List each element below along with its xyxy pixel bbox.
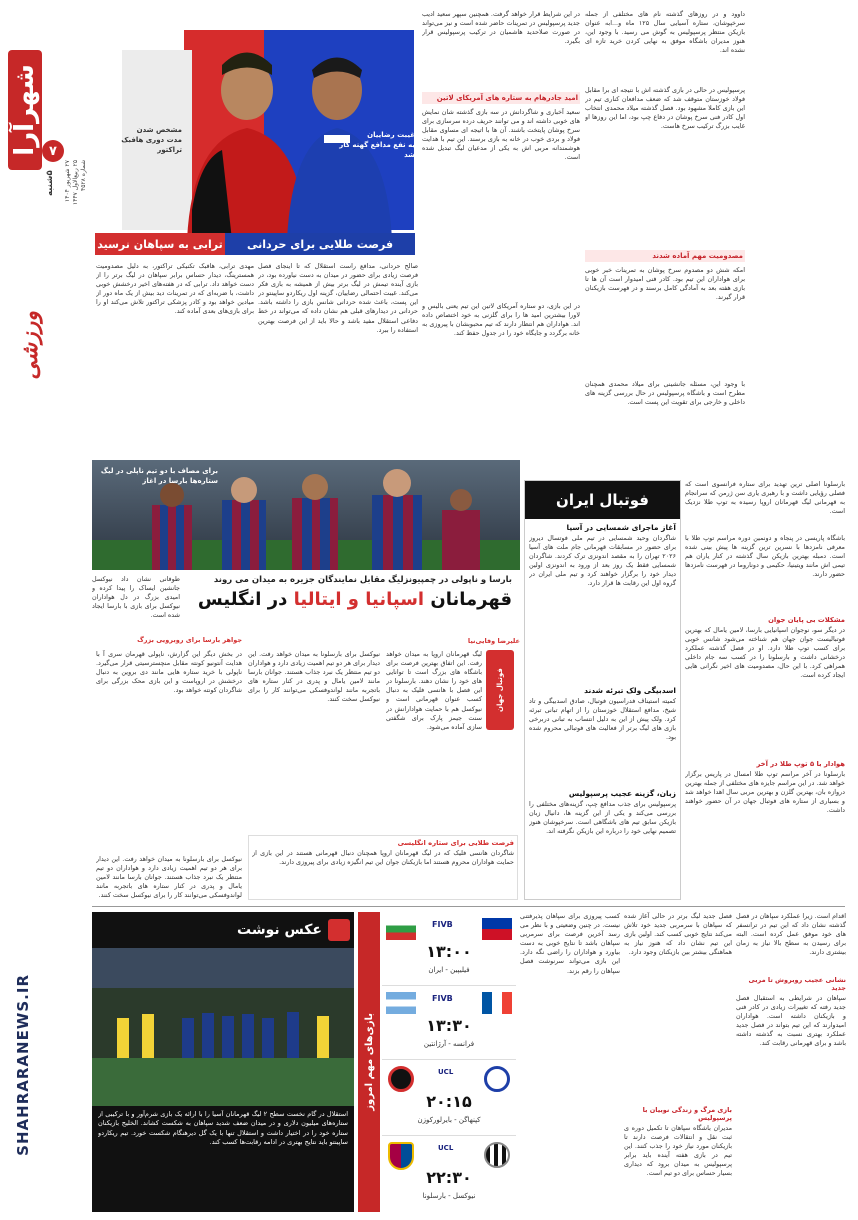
iran-h3: زبان، گزینه عجیب پرسپولیس xyxy=(568,789,676,798)
foreign-box-text: شاگردان هانسی فلیک که در لیگ قهرمانان اروپا همچنان دنبال قهرمانی هستند در این بازی از حمایت هواداران محروم هستند اما بازیکنان جوان این تیم انگیزه زیادی برای پیروزی دارند. xyxy=(252,849,514,867)
match-time: ۱۳:۳۰ xyxy=(426,1016,472,1035)
right-para-2: پرسپولیس در حالی در بازی گذشته اش با نتیجه ای برا مقابل فولاد خوزستان متوقف شد که ضعف مدافعان کناری تیم در این بازی کاملا مشهود بود. فصل گذشته میلاد محمدی انتخاب اول کادر فنی سرخ پوشان در دفاع چپ بود، اما این روزها او غایب بزرگ ترکیب سرخ هاست. xyxy=(585,86,745,131)
far-p4: بارسلونا در آخر مراسم توپ طلا امسال در پاریس برگزار خواهد شد. در این مراسم جایزه های مختلفی از جمله بهترین دروازه بان، بهترین گلزن و بهترین مربی سال اهدا خواهد شد و بسیاری از ستاره های فوتبال جهان در آن حضور خواهند داشت. xyxy=(685,770,845,815)
photo-news-image xyxy=(92,948,354,1106)
foreign-headline-pre: قهرمانان xyxy=(430,589,512,610)
flag-iran xyxy=(386,918,416,940)
match-league: UCL xyxy=(438,1068,454,1076)
match-item xyxy=(382,1136,516,1210)
photo-news-box xyxy=(92,912,354,1212)
date-line-2: ۲۵ ربیع‌الاول ۱۴۴۷ xyxy=(72,160,79,206)
match-league: FIVB xyxy=(432,994,453,1003)
website-text: SHAHRARANEWS.IR xyxy=(14,974,32,1156)
match-item xyxy=(382,986,516,1060)
match-teams: کپنهاگن - بایرلورکوزن xyxy=(417,1116,481,1124)
match-teams: نیوکسل - بارسلونا xyxy=(422,1192,476,1200)
logo-text: شهرآرا xyxy=(10,64,40,156)
bottom-p2: سپاهان در شرایطی به استقبال فصل جدید رفته که تغییرات زیادی در کادر فنی و بازیکنان داشته است. هواداران امیدوارند که این تیم بتواند در فصل جدید عملکرد بهتری نسبت به گذشته داشته باشد و برای قهرمانی رقابت کند. xyxy=(736,994,846,1048)
bottom-p4: مدیران باشگاه سپاهان تا تکمیل دوره ی ثبت نقل و انتقالات فرصت دارند تا بازیکنان مورد نیاز خود را جذب کنند. این تیم در بازی هفته آینده باید برابر پرسپولیس به میدان برود که دیداری بسیار حساس برای دو تیم است. xyxy=(624,1124,732,1178)
foreign-headline-highlight: اسپانیا و ایتالیا xyxy=(293,589,425,610)
barca-photo xyxy=(92,460,520,570)
iran-h2: اسدبیگی ولک تبرئه شدند xyxy=(584,686,676,695)
caption-right-1: غیبت رضاییان xyxy=(367,131,415,139)
foreign-body-3: در بخش دیگر این گزارش، ناپولی قهرمان سری آ با هدایت آنتونیو کونته مقابل منچسترسیتی قرار می‌گیرد. ناپولی با خرید ستاره هایی مانند دی بروین به دنبال درخشش در اروپاست و این بازی محک بزرگی برای شاگردان کونته خواهد بود. xyxy=(96,650,242,695)
match-time: ۱۳:۰۰ xyxy=(426,942,472,961)
mid-para-1: در این شرایط قرار خواهد گرفت. همچنین سپهر سعید ادیب جدید پرسپولیس در تمرینات حاضر شده است و نیز می‌تواند در صورت صلاحدید هاشمیان در ترکیب پرسپولیس قرار بگیرد. xyxy=(422,10,580,46)
matches-title: بازی‌های مهم امروز xyxy=(363,1013,375,1111)
foreign-lead: طوفانی نشان داد نیوکسل جانشین ایساک را پیدا کرده و امیدی بزرگ در دل هواداران نیوکسل برای بازی با بارسا ایجاد شده است. xyxy=(92,575,180,619)
foreign-author: علیرضا وفایی‌نیا xyxy=(467,637,520,645)
match-item xyxy=(382,912,516,986)
weekday: ۵شنبه xyxy=(45,170,55,196)
foreign-body-1: لیگ قهرمانان اروپا به میدان خواهد رفت. این اتفاق بهترین فرصت برای باشگاه های بزرگ است تا توانایی های خود را نشان دهند. بارسلونا در این فصل با هانسی فلیک به دنبال کسب عنوان قهرمانی است و نیوکسل هم با حمایت هوادارانش در سنت جیمز پارک برای شگفتی سازی آماده می‌شود. xyxy=(386,650,482,731)
foreign-body-2: نیوکسل برای بارسلونا به میدان خواهد رفت. این دیدار برای هر دو تیم اهمیت زیادی دارد و هواداران دو تیم منتظر یک نبرد جذاب هستند. جوانان بارسا مانند لامین یامال و پدری در کنار ستاره های باتجربه مانند لواندوفسکی می‌توانند کار را برای نیوکسل سخت کنند. xyxy=(248,650,380,704)
iran-football-title: فوتبال ایران xyxy=(525,481,680,519)
barcelona-crest-icon xyxy=(388,1142,414,1170)
match-teams: فرانسه - آرژانتین xyxy=(423,1040,475,1048)
iran-p2: کمیته استیناف فدراسیون فوتبال، صادق اسدبیگی و تاد شیخ، مدافع استقلال خوزستان را از اتهام تبانی تبرئه کرد. ولک پیش از این به دلیل انتساب به تبانی دربرخی بازی های لیگ برتر از فعالیت های فوتبالی محروم شده بود. xyxy=(529,697,676,742)
bottom-p1: اقدام است. زیرا عملکرد سپاهان در فصل گذشته نشان داد که این تیم در ترانسفر های خود موفق عمل کرده است. البته برای رسیدن به سطح بالا نیاز به زمان بیشتری دارند. xyxy=(736,912,846,957)
iran-p3: پرسپولیس برای جذب مدافع چپ، گزینه‌های مختلفی را بررسی می‌کند و یکی از این گزینه ها، دانیال زبان بازیکن سابق تیم های باشگاهی است. سرخپوشان هنوز تصمیم نهایی خود را درباره این بازیکن نگرفته اند. xyxy=(529,800,676,836)
foreign-caption-1: برای مصاف با دو تیم ناپلی در لیگ xyxy=(100,467,218,475)
bottom-p3: فصل جدید لیگ برتر در حالی آغاز شده که سپاهان با سرمربی جدید خود تلاش می‌کند نتایج خوبی کسب کند. اولین بازی این تیم نشان داد که هنوز نیاز به هماهنگی بیشتر بین بازیکنان وجود دارد. xyxy=(624,912,732,957)
logo-sub: ورزشی xyxy=(17,310,43,380)
mid-para-2: سعید آخباری و شاگردانش در سه بازی گذشته شان نمایش های خوبی داشته اند و می توانند حریف درده سرسازی برای سرخ پوشان پایتخت باشند. آن ها با اتیجه ای مساوی مقابل فولاد و بردی خوب در خانه به بازی برسند. این تیم با هدایت هوشمندانه مربی اش به یکی از مدعیان لیگ تبدیل شده است. xyxy=(422,108,580,162)
masthead-logo xyxy=(8,50,42,170)
caption-left-1: مشخص شدن xyxy=(136,126,182,134)
iran-p1: شاگردان وحید شمسایی در تیم ملی فوتسال دیروز برای حضور در مسابقات قهرمانی جام ملت های آسیا ۲۰۲۶ تهران را به مقصد اندونزی ترک کردند. شاگردان شمسایی فقط یک روز بعد از ورود به اندونزی اولین دیدار خود را برگزار خواهند کرد و تیم ملی ایران در گروه اول این رقابت ها قرار دارد. xyxy=(529,534,676,588)
match-time: ۲۰:۱۵ xyxy=(426,1092,472,1111)
website xyxy=(8,930,38,1200)
foreign-headline-post: در انگلیس xyxy=(197,589,288,610)
photo-news-icon xyxy=(328,919,350,941)
leverkusen-crest-icon xyxy=(388,1066,414,1092)
iran-h1: آغاز ماجرای شمسایی در آسیا xyxy=(566,523,676,532)
caption-left-2: مدت دوری هافبک تراکتور xyxy=(121,136,182,154)
matches-box xyxy=(358,912,516,1212)
newcastle-crest-icon xyxy=(484,1142,510,1168)
match-time: ۲۲:۳۰ xyxy=(426,1168,472,1187)
match-item xyxy=(382,1060,516,1136)
far-h2: هوادار با ۵ توپ طلا در آخر xyxy=(756,760,845,768)
flag-philippines xyxy=(482,918,512,940)
right-para-4: با وجود این، مسئله جانشینی برای میلاد محمدی همچنان مطرح است و باشگاه پرسپولیس در حال بررسی گزینه های داخلی و خارجی برای تقویت این پست است. xyxy=(585,380,745,407)
photo-news-caption: استقلال در گام نخست سطح ۲ لیگ قهرمانان آسیا را با ارائه یک بازی شرم‌آور و با ترکیبی از ستاره‌های میلیون دلاری و در میدان ضعف شدید سپاهان به شکست کشاند. الخلیج بازیکنان ستاره خود را در اختیار داشت و استقلال تنها با یک گل دیرهنگام شکست خورد. تیم ریکاردو ساپینتو باید نتایج بهتری در ادامه رقابت‌ها کسب کند. xyxy=(98,1110,348,1147)
date-line-1: ۲۷ شهریور ۱۴۰۴ xyxy=(64,160,71,202)
right-intro: داوود و در روزهای گذشته نام های مختلفی از جمله سرخپوشان، ستاره آسیایی سال ۱۲۵ ماه و...ابه عنوان بازیکن منتظر پرسپولیس به گوش می رسید. با وجود این، هنوز مدیران باشگاه موفق به نهایی کردن خرید تازه ای نشده اند. xyxy=(585,10,745,55)
banner-right: فرصت طلایی برای حردانی xyxy=(225,233,415,255)
sport-logo xyxy=(10,300,50,390)
bottom-h1: نشانی عجیب روبروش تا مربی جدید xyxy=(748,976,846,992)
flag-argentina xyxy=(386,992,416,1014)
bottom-p5: کسب پیروزی برای سپاهان پذیرفتنی نیست. در چنین وضعیتی و با نظر می رسد آخرین فرصت برای سرمربی سپاهان باشد تا نتایج خوبی به دست بیاورد و هواداران را راضی نگه دارد. این بازی می‌تواند سرنوشت فصل سپاهان را رقم بزند. xyxy=(520,912,620,975)
foreign-caption-2: ستاره‌ها بارسا در اغاز xyxy=(142,477,218,485)
foreign-subheading: جواهر بارسا برای روبرویی بزرگ xyxy=(137,636,242,644)
match-league: FIVB xyxy=(432,920,453,929)
far-p2: باشگاه پاریسی در پنجاه و دونمین دوره مراسم توپ طلا با معرفی نامزدها با نسرین ترین گزینه ها پیش بینی شده است. دمبله بهترین بازیکن سال گذشته در کنار یاران هم تیمی اش مانند ویتینیا، حکیمی و دوناروما در فهرست نامزدها حضور دارند. xyxy=(685,534,845,579)
page-number: ۷ xyxy=(42,140,64,162)
far-p3: در دیگر سو، نوجوان اسپانیایی بارسا، لامین یامال که بهترین فوتبالیست جوان جهان هم شناخته می‌شود شانس خوبی برای کسب توپ طلا دارد. او در فصل گذشته عملکرد درخشانی داشت و بارسلونا را در کسب سه جام داخلی همراهی کرد. با این حال، مصدومیت های اخیر نگرانی هایی ایجاد کرده است. xyxy=(685,626,845,680)
match-league: UCL xyxy=(438,1144,454,1152)
right-heading: مصدومیت مهم آماده شدند xyxy=(585,250,745,262)
copenhagen-crest-icon xyxy=(484,1066,510,1092)
top-story-body-left: مهدی ترابی، هافبک تکنیکی تراکتور، به دلیل مصدومیت همسترینگ، دیدار حساس برابر سپاهان در لیگ برتر را از دست خواهد داد. ترابی که در هفته‌های اخیر درخشش خوبی داشت، با ضربه‌ای که در تمرینات دید بیش از یک ماه دور از میادین خواهد بود و کادر پزشکی تراکتور تلاش می‌کند او را برای بازی‌های بعدی آماده کند. xyxy=(96,262,254,316)
match-teams: فیلیپین - ایران xyxy=(428,966,470,974)
foreign-headline-small: بارسا و ناپولی در چمپیونزلیگ مقابل نمایندگان جزیره به میدان می روند xyxy=(213,575,512,585)
iran-football-box xyxy=(524,480,681,900)
mid-heading: امید جادرهام به ستاره های آمریکای لاتین xyxy=(422,92,580,104)
section-divider xyxy=(92,906,845,907)
bottom-h2: بازی مرگ و زندگی نوبیان با پرسپولیس xyxy=(642,1106,732,1122)
caption-right-2: به نفع مدافع گهنه کار شد xyxy=(339,141,415,159)
issue-number: شماره ۴۵۲۸ xyxy=(80,160,87,192)
foreign-tag: فوتبال جهان xyxy=(486,650,514,730)
top-story-body-right: صالح حردانی، مدافع راست استقلال که تا اینجای فصل فرصت زیادی برای حضور در میدان به دست نیاورده بود، در بازی آینده تیمش در لیگ برتر بیش از همیشه به بازی فکر می‌کند. غیبت احتمالی رضاییان، گزینه اول ریکاردو ساپینتو در این پست، باعث شده حردانی شانس بازی را داشته باشد. حردانی در دیدارهای قبلی هم نشان داده که می‌تواند در خط دفاعی استقلال مفید باشد و حالا باید از این فرصت بهترین استفاده را ببرد. xyxy=(258,262,418,334)
masthead-strip xyxy=(0,0,92,1220)
banner-left: ترابی به سپاهان نرسید xyxy=(95,233,225,255)
far-h1: مشکلات بی پایان جوان xyxy=(768,616,845,624)
mid-para-3: در این بازی، دو ستاره آمریکای لاتین این تیم یعنی بالیس و لاورا بیشترین امید ها را برای گلزنی به خود اختصاص داده اند. هواداران هم انتظار دارند که تیم محبوبشان با پیروزی به خانه برگردد و جایگاه خود را در جدول حفظ کند. xyxy=(422,302,580,338)
right-para-3: امکه شش دو مصدوم سرخ پوشان به تمرینات خبر خوبی برای هواداران این تیم بود. کادر فنی امیدوار است آن ها تا بازی هفته بعد به آمادگی کامل برسند و در فهرست بازیکنان قرار گیرند. xyxy=(585,266,745,302)
far-p1: بارسلونا اصلی ترین تهدید برای ستاره فرانسوی است که فصلی رؤیایی داشت و با رهبری یاری سن ژرمن که سرانجام به قهرمانی لیگ قهرمانان اروپا رسیده به توپ طلا نزدیک است. xyxy=(685,480,845,516)
flag-france xyxy=(482,992,512,1014)
foreign-body-3b: نیوکسل برای بارسلونا به میدان خواهد رفت. این دیدار برای هر دو تیم اهمیت زیادی دارد و هواداران دو تیم منتظر یک نبرد جذاب هستند. جوانان بارسا مانند لامین یامال و پدری در کنار ستاره های باتجربه مانند لواندوفسکی می‌توانند کار را برای نیوکسل سخت کنند. xyxy=(96,855,242,900)
photo-news-title: عکس نوشت xyxy=(237,922,322,938)
foreign-box-heading: فرصت طلایی برای ستاره انگلیسی xyxy=(397,839,514,847)
